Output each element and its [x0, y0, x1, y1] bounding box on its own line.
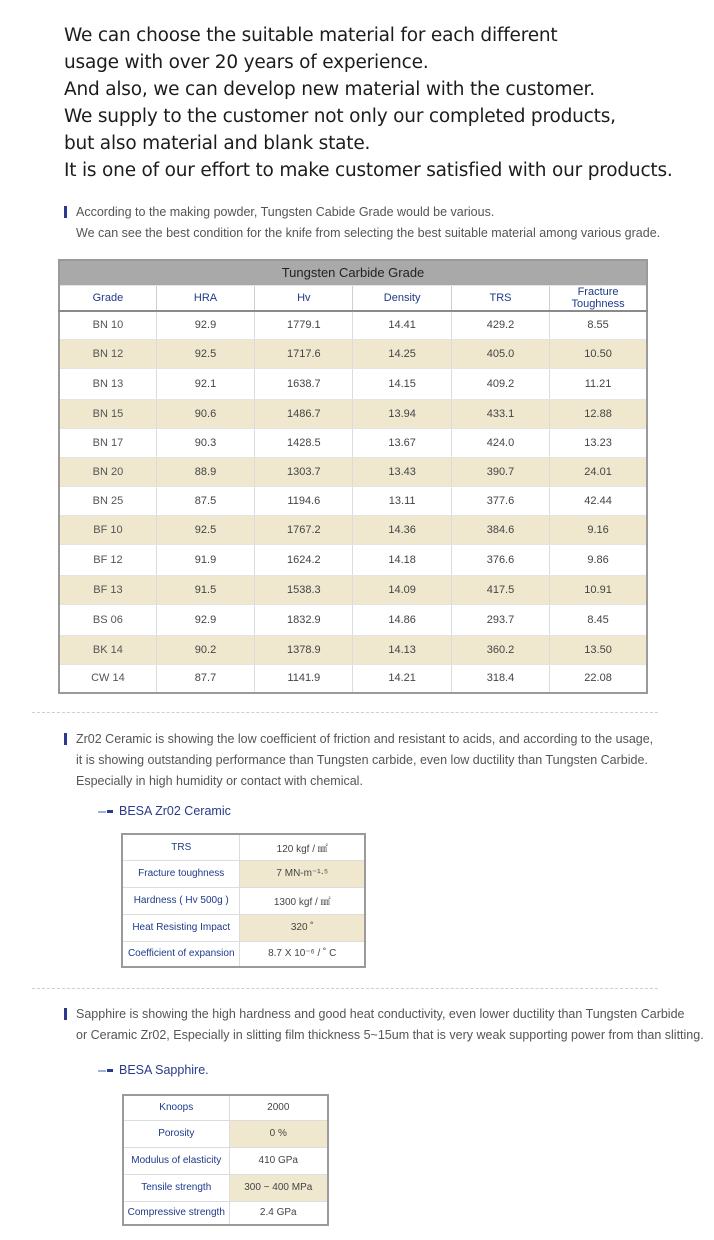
property-label: TRS [122, 834, 240, 860]
table-cell: BN 12 [59, 340, 156, 369]
table-cell: BF 12 [59, 545, 156, 576]
square-icon [107, 810, 113, 813]
sapphire-subtitle: BESA Sapphire. [98, 1063, 209, 1077]
property-value: 7 MN-m⁻¹·⁵ [240, 860, 365, 887]
table-cell: 9.86 [550, 545, 647, 576]
table-cell: 14.41 [353, 311, 451, 340]
property-label: Coefficient of expansion [122, 941, 240, 967]
table-cell: 90.2 [156, 636, 254, 665]
table-header-row [59, 285, 647, 311]
table-row [59, 340, 647, 369]
table-cell: 384.6 [451, 516, 549, 545]
property-label: Porosity [123, 1120, 229, 1147]
property-value: 1300 kgf / ㎟ [240, 887, 365, 914]
property-row [123, 1095, 328, 1120]
column-header: HRA [156, 285, 254, 311]
table-cell: 360.2 [451, 636, 549, 665]
table-cell: CW 14 [59, 665, 156, 693]
table-cell: 293.7 [451, 605, 549, 636]
table-cell: 433.1 [451, 400, 549, 429]
table-row [59, 516, 647, 545]
table-cell: 88.9 [156, 458, 254, 487]
zro2-note [64, 729, 653, 792]
bullet-bar-icon [64, 1008, 67, 1020]
intro-line: It is one of our effort to make customer satisfied with our products. [64, 160, 673, 181]
table-cell: BF 13 [59, 576, 156, 605]
table-row [59, 369, 647, 400]
tungsten-note [64, 202, 660, 244]
square-icon [107, 1069, 113, 1072]
table-title: Tungsten Carbide Grade [59, 260, 647, 285]
table-cell: 9.16 [550, 516, 647, 545]
column-header: Density [353, 285, 451, 311]
table-cell: 405.0 [451, 340, 549, 369]
table-cell: 1624.2 [255, 545, 353, 576]
table-cell: 376.6 [451, 545, 549, 576]
property-row [123, 1174, 328, 1201]
zro2-subtitle: BESA Zr02 Ceramic [98, 804, 231, 818]
note-line: Sapphire is showing the high hardness and good heat conductivity, even lower ductility than Tungsten Carbide [76, 1007, 685, 1021]
table-cell: 91.5 [156, 576, 254, 605]
note-line: it is showing outstanding performance than Tungsten carbide, even low ductility than Tungsten Carbide. [76, 753, 648, 767]
table-cell: 377.6 [451, 487, 549, 516]
property-label: Tensile strength [123, 1174, 229, 1201]
table-cell: 22.08 [550, 665, 647, 693]
property-row [123, 1201, 328, 1225]
table-cell: 1638.7 [255, 369, 353, 400]
table-cell: 318.4 [451, 665, 549, 693]
table-cell: BN 25 [59, 487, 156, 516]
table-cell: 1767.2 [255, 516, 353, 545]
table-cell: 8.55 [550, 311, 647, 340]
table-cell: BN 10 [59, 311, 156, 340]
property-row [122, 834, 365, 860]
table-cell: 24.01 [550, 458, 647, 487]
table-cell: 424.0 [451, 429, 549, 458]
table-cell: 92.9 [156, 311, 254, 340]
table-cell: BK 14 [59, 636, 156, 665]
table-cell: 390.7 [451, 458, 549, 487]
table-cell: 12.88 [550, 400, 647, 429]
table-cell: BF 10 [59, 516, 156, 545]
dash-icon [98, 811, 106, 813]
table-cell: 14.86 [353, 605, 451, 636]
table-cell: 13.94 [353, 400, 451, 429]
table-cell: BN 13 [59, 369, 156, 400]
column-header: Grade [59, 285, 156, 311]
table-cell: 14.09 [353, 576, 451, 605]
table-row [59, 636, 647, 665]
table-row [59, 605, 647, 636]
sapphire-note [64, 1004, 704, 1046]
sapphire-properties-table [122, 1094, 329, 1226]
intro-text [64, 22, 704, 184]
table-cell: 1486.7 [255, 400, 353, 429]
note-line: Zr02 Ceramic is showing the low coefficient of friction and resistant to acids, and according to the usage, [76, 732, 654, 746]
property-label: Fracture toughness [122, 860, 240, 887]
property-value: 320 ˚ [240, 914, 365, 941]
intro-line: And also, we can develop new material with the customer. [64, 79, 595, 100]
table-cell: 92.9 [156, 605, 254, 636]
property-value: 8.7 X 10⁻⁶ / ˚ C [240, 941, 365, 967]
table-cell: 14.15 [353, 369, 451, 400]
table-row [59, 545, 647, 576]
property-value: 300 ~ 400 MPa [229, 1174, 328, 1201]
column-header: TRS [451, 285, 549, 311]
table-cell: 409.2 [451, 369, 549, 400]
table-cell: 1832.9 [255, 605, 353, 636]
table-row [59, 429, 647, 458]
table-cell: 1303.7 [255, 458, 353, 487]
column-header: Hv [255, 285, 353, 311]
table-cell: 1141.9 [255, 665, 353, 693]
note-line: According to the making powder, Tungsten Cabide Grade would be various. [76, 205, 495, 219]
intro-line: We can choose the suitable material for each different [64, 25, 558, 46]
table-cell: 92.5 [156, 340, 254, 369]
table-cell: BN 20 [59, 458, 156, 487]
column-header: Fracture Toughness [550, 285, 647, 311]
table-cell: 14.36 [353, 516, 451, 545]
table-cell: 1538.3 [255, 576, 353, 605]
property-row [123, 1120, 328, 1147]
property-value: 2.4 GPa [229, 1201, 328, 1225]
section-divider [32, 712, 658, 713]
table-cell: 92.1 [156, 369, 254, 400]
property-value: 120 kgf / ㎟ [240, 834, 365, 860]
table-cell: 87.5 [156, 487, 254, 516]
table-cell: BS 06 [59, 605, 156, 636]
note-line: We can see the best condition for the knife from selecting the best suitable material among various grade. [76, 226, 661, 240]
note-line: Especially in high humidity or contact with chemical. [76, 774, 363, 788]
table-row [59, 400, 647, 429]
property-row [122, 860, 365, 887]
table-cell: BN 15 [59, 400, 156, 429]
bullet-bar-icon [64, 206, 67, 218]
table-cell: 90.3 [156, 429, 254, 458]
table-cell: 14.18 [353, 545, 451, 576]
table-cell: 13.67 [353, 429, 451, 458]
property-row [122, 887, 365, 914]
table-cell: 1428.5 [255, 429, 353, 458]
section-divider [32, 988, 658, 989]
intro-line: but also material and blank state. [64, 133, 371, 154]
table-row [59, 458, 647, 487]
property-row [122, 914, 365, 941]
table-row [59, 311, 647, 340]
property-row [123, 1147, 328, 1174]
table-cell: 92.5 [156, 516, 254, 545]
table-row [59, 665, 647, 693]
table-row [59, 487, 647, 516]
table-cell: 1779.1 [255, 311, 353, 340]
intro-line: We supply to the customer not only our completed products, [64, 106, 616, 127]
table-cell: 1194.6 [255, 487, 353, 516]
table-row [59, 576, 647, 605]
property-value: 410 GPa [229, 1147, 328, 1174]
zro2-properties-table [121, 833, 366, 968]
table-cell: 13.43 [353, 458, 451, 487]
dash-icon [98, 1070, 106, 1072]
property-label: Hardness ( Hv 500g ) [122, 887, 240, 914]
table-cell: 14.21 [353, 665, 451, 693]
table-cell: BN 17 [59, 429, 156, 458]
property-value: 2000 [229, 1095, 328, 1120]
table-cell: 10.50 [550, 340, 647, 369]
table-cell: 1717.6 [255, 340, 353, 369]
property-label: Modulus of elasticity [123, 1147, 229, 1174]
property-label: Knoops [123, 1095, 229, 1120]
table-cell: 90.6 [156, 400, 254, 429]
table-cell: 429.2 [451, 311, 549, 340]
table-cell: 417.5 [451, 576, 549, 605]
table-cell: 1378.9 [255, 636, 353, 665]
table-cell: 10.91 [550, 576, 647, 605]
tungsten-carbide-table [58, 259, 648, 694]
property-label: Compressive strength [123, 1201, 229, 1225]
table-cell: 14.13 [353, 636, 451, 665]
bullet-bar-icon [64, 733, 67, 745]
table-cell: 11.21 [550, 369, 647, 400]
table-cell: 13.11 [353, 487, 451, 516]
property-label: Heat Resisting Impact [122, 914, 240, 941]
property-row [122, 941, 365, 967]
table-cell: 87.7 [156, 665, 254, 693]
table-cell: 14.25 [353, 340, 451, 369]
table-cell: 91.9 [156, 545, 254, 576]
property-value: 0 % [229, 1120, 328, 1147]
table-cell: 13.50 [550, 636, 647, 665]
table-cell: 42.44 [550, 487, 647, 516]
table-cell: 8.45 [550, 605, 647, 636]
table-cell: 13.23 [550, 429, 647, 458]
note-line: or Ceramic Zr02, Especially in slitting film thickness 5~15um that is very weak supporting power from than slitting. [76, 1028, 704, 1042]
intro-line: usage with over 20 years of experience. [64, 52, 429, 73]
